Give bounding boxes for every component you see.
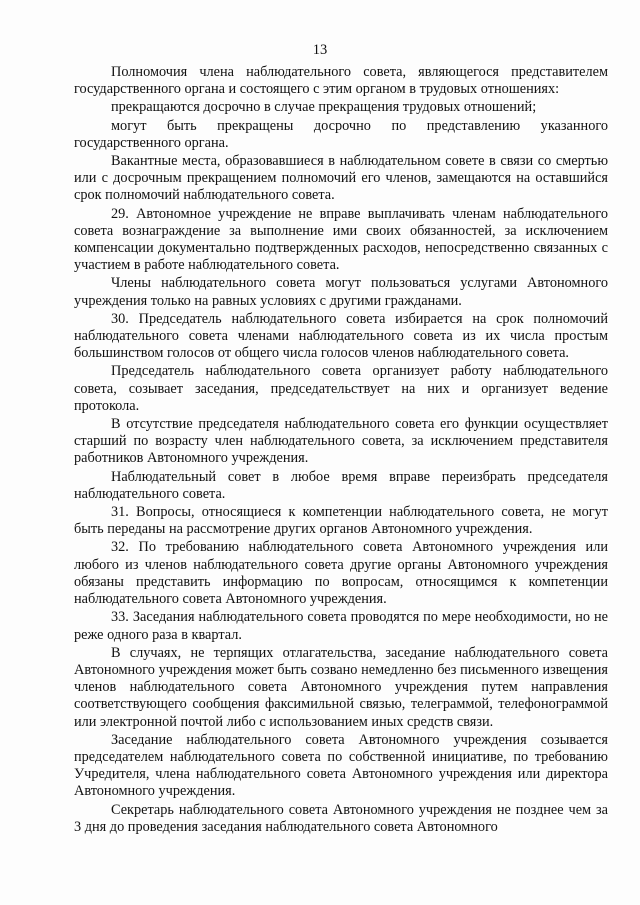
paragraph: Полномочия члена наблюдательного совета, являющегося представителем государственного органа и состоящего с этим органом в трудовых отношениях:: [74, 64, 608, 98]
paragraph: 30. Председатель наблюдательного совета избирается на срок полномочий наблюдательного совета членами наблюдательного совета из их числа простым большинством голосов от общего числа голосов членов наблюдательного совета.: [74, 310, 608, 362]
paragraph: 33. Заседания наблюдательного совета проводятся по мере необходимости, но не реже одного раза в квартал.: [74, 609, 608, 643]
paragraph: прекращаются досрочно в случае прекращения трудовых отношений;: [111, 99, 537, 116]
paragraph: Вакантные места, образовавшиеся в наблюдательном совете в связи со смертью или с досрочным прекращением полномочий его членов, замещаются на оставшийся срок полномочий наблюдательного совета.: [74, 153, 608, 204]
paragraph: Наблюдательный совет в любое время вправе переизбрать председателя наблюдательного совета.: [74, 468, 608, 502]
page-number: 13: [312, 42, 328, 58]
document-body: [74, 64, 608, 836]
paragraph: В случаях, не терпящих отлагательства, заседание наблюдательного совета Автономного учреждения может быть созвано немедленно без письменного извещения членов наблюдательного совета Автономного учреждения путем направления соответствующего сообщения факсимильной связью, телеграммой, телефонограммой или электронной почтой либо с использованием иных средств связи.: [74, 644, 608, 730]
paragraph: Секретарь наблюдательного совета Автономного учреждения не позднее чем за 3 дня до проведения заседания наблюдательного совета Автономного: [74, 801, 608, 835]
paragraph: 31. Вопросы, относящиеся к компетенции наблюдательного совета, не могут быть переданы на рассмотрение других органов Автономного учреждения.: [74, 504, 608, 538]
paragraph: могут быть прекращены досрочно по представлению указанного государственного органа.: [74, 117, 608, 151]
paragraph: В отсутствие председателя наблюдательного совета его функции осуществляет старший по возрасту член наблюдательного совета, за исключением представителя работников Автономного учреждения.: [74, 416, 608, 467]
paragraph: Председатель наблюдательного совета организует работу наблюдательного совета, созывает заседания, председательствует на них и организует ведение протокола.: [74, 363, 608, 414]
paragraph: Члены наблюдательного совета могут пользоваться услугами Автономного учреждения только на равных условиях с другими гражданами.: [74, 275, 608, 309]
paragraph: Заседание наблюдательного совета Автономного учреждения созывается председателем наблюдательного совета по собственной инициативе, по требованию Учредителя, члена наблюдательного совета Автономного учреждения или директора Автономного учреждения.: [74, 731, 608, 800]
paragraph: 32. По требованию наблюдательного совета Автономного учреждения или любого из членов наблюдательного совета другие органы Автономного учреждения обязаны представить информацию по вопросам, относящимся к компетенции наблюдательного совета Автономного учреждения.: [74, 539, 608, 608]
paragraph: 29. Автономное учреждение не вправе выплачивать членам наблюдательного совета вознаграждение за выполнение ими своих обязанностей, за исключением компенсации документально подтвержденных расходов, непосредственно связанных с участием в работе наблюдательного совета.: [74, 205, 608, 274]
